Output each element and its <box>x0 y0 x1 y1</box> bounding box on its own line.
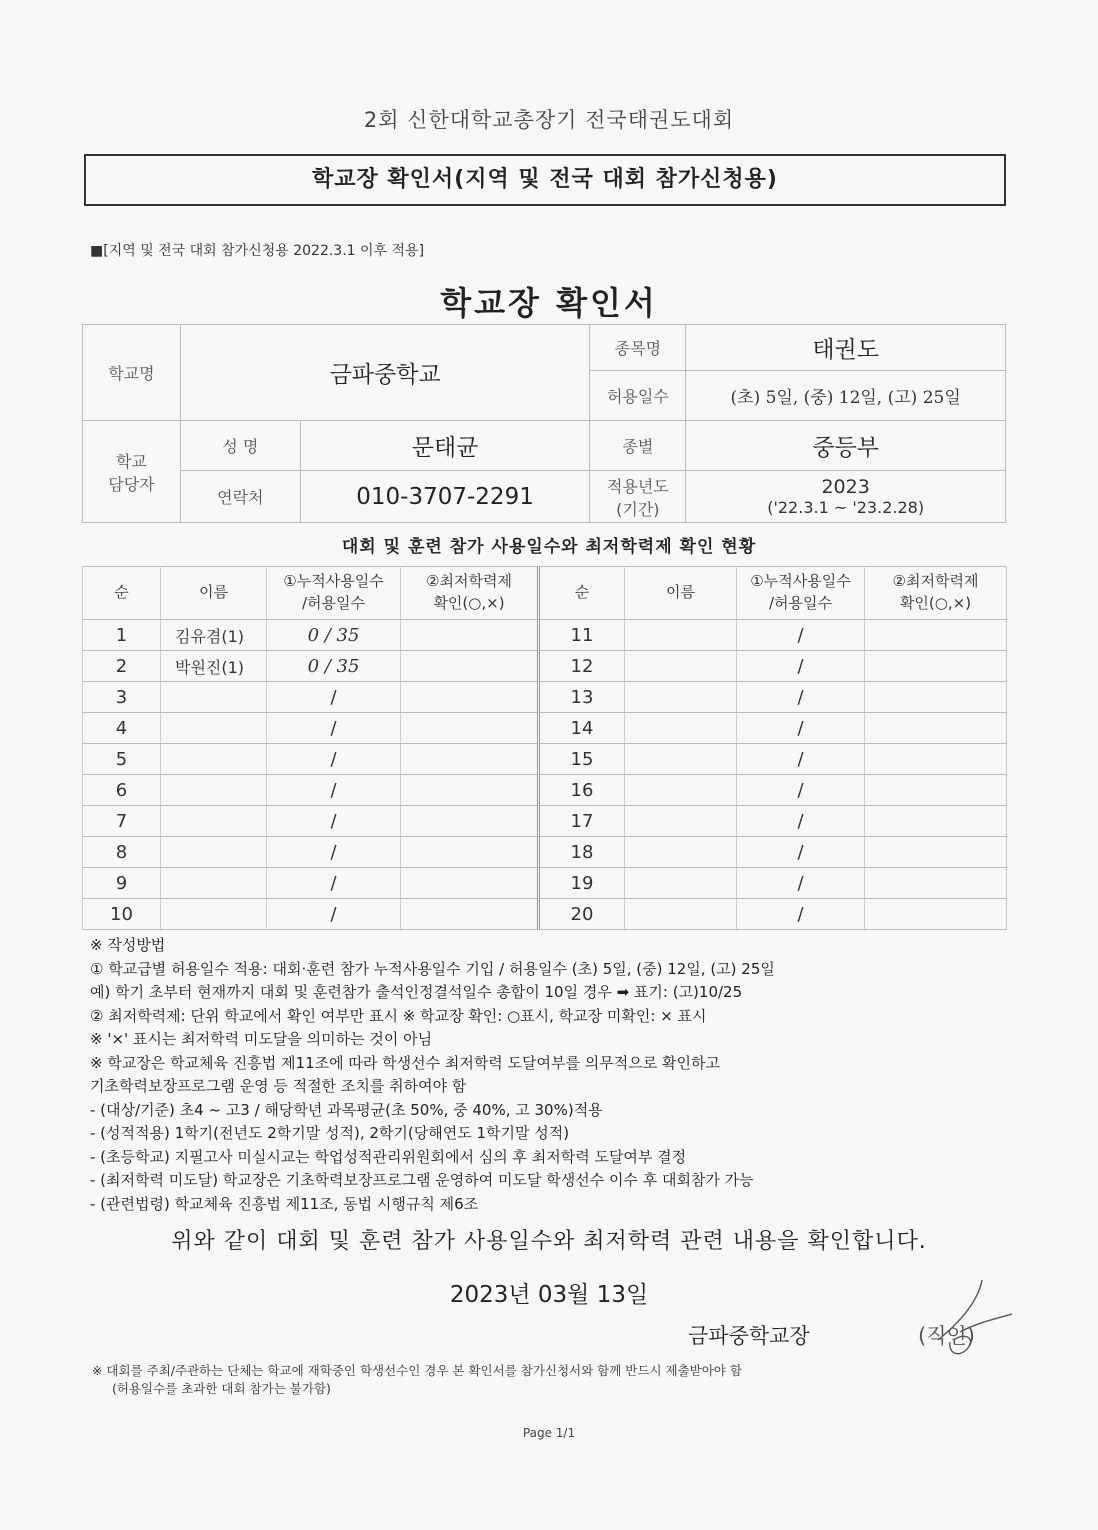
used-days: / <box>267 682 401 713</box>
used-days: / <box>267 713 401 744</box>
school-staff-label-line2: 담당자 <box>108 474 155 494</box>
school-staff-label-line1: 학교 <box>115 451 147 471</box>
row-number: 7 <box>83 806 161 837</box>
student-name <box>625 713 737 744</box>
row-number: 20 <box>539 899 625 930</box>
table-row <box>83 775 1007 806</box>
used-days: 0 / 35 <box>267 620 401 651</box>
document-title: 학교장 확인서 <box>440 284 658 322</box>
instruction-line: - (초등학교) 지필고사 미실시교는 학업성적관리위원회에서 심의 후 최저학력 도달여부 결정 <box>90 1147 687 1166</box>
year-label <box>590 471 686 523</box>
instruction-line: 예) 학기 초부터 현재까지 대회 및 훈련참가 출석인정결석일수 총합이 10일 경우 ➡ 표기: (고)10/25 <box>90 983 743 1001</box>
student-name <box>161 744 267 775</box>
student-name <box>625 775 737 806</box>
used-days: / <box>737 713 865 744</box>
table-row <box>83 682 1007 713</box>
student-name <box>625 620 737 651</box>
used-days: / <box>737 620 865 651</box>
event-name: 2회 신한대학교총장기 전국태권도대회 <box>363 108 735 132</box>
col-name-left: 이름 <box>161 567 267 620</box>
confirmation-sentence: 위와 같이 대회 및 훈련 참가 사용일수와 최저학력 관련 내용을 확인합니다. <box>171 1229 927 1254</box>
student-name <box>161 899 267 930</box>
used-days: / <box>737 868 865 899</box>
row-number: 9 <box>83 868 161 899</box>
instruction-line: - (관련법령) 학교체육 진흥법 제11조, 동법 시행규칙 제6조 <box>90 1194 479 1213</box>
student-name <box>625 806 737 837</box>
col-check-left <box>401 567 539 620</box>
min-academic-check <box>865 806 1007 837</box>
instructions <box>90 934 1010 1216</box>
table-row <box>83 837 1007 868</box>
table-row <box>83 620 1007 651</box>
division-value: 중등부 <box>686 421 1006 471</box>
instruction-line: 기초학력보장프로그램 운영 등 적절한 조치를 취하여야 함 <box>90 1077 467 1095</box>
min-academic-check <box>865 713 1007 744</box>
used-days: / <box>737 651 865 682</box>
student-name <box>161 806 267 837</box>
student-name <box>625 682 737 713</box>
min-academic-check <box>865 744 1007 775</box>
min-academic-check <box>401 775 539 806</box>
school-info-table <box>82 324 1006 523</box>
used-days: 0 / 35 <box>267 651 401 682</box>
year-value-cell <box>686 471 1006 523</box>
student-name <box>625 744 737 775</box>
footer-note <box>92 1362 1012 1398</box>
school-name-value: 금파중학교 <box>180 325 590 421</box>
year-label-line1: 적용년도 <box>606 476 669 496</box>
table-row <box>83 868 1007 899</box>
used-days: / <box>267 806 401 837</box>
year-label-line2: (기간) <box>616 499 660 519</box>
row-number: 15 <box>539 744 625 775</box>
col-days-left <box>267 567 401 620</box>
row-number: 8 <box>83 837 161 868</box>
col-check-left-line1: ②최저학력제 <box>426 572 512 591</box>
sport-value: 태권도 <box>686 325 1006 371</box>
used-days: / <box>737 899 865 930</box>
row-number: 18 <box>539 837 625 868</box>
col-no-left: 순 <box>83 567 161 620</box>
allowed-days-value: (초) 5일, (중) 12일, (고) 25일 <box>686 371 1006 421</box>
col-days-right-line2: /허용일수 <box>768 594 832 612</box>
min-academic-check <box>401 620 539 651</box>
student-name <box>625 651 737 682</box>
table-row <box>83 899 1007 930</box>
school-name-label: 학교명 <box>83 325 181 421</box>
col-check-right-line2: 확인(○,×) <box>899 594 972 612</box>
student-name <box>161 775 267 806</box>
min-academic-check <box>401 744 539 775</box>
student-name <box>625 837 737 868</box>
row-number: 17 <box>539 806 625 837</box>
allowed-days-label: 허용일수 <box>590 371 686 421</box>
table-row <box>83 806 1007 837</box>
row-number: 3 <box>83 682 161 713</box>
apply-note: ■[지역 및 전국 대회 참가신청용 2022.3.1 이후 적용] <box>90 243 425 259</box>
instruction-line: ① 학교급별 허용일수 적용: 대회·훈련 참가 누적사용일수 기입 / 허용일수 (초) 5일, (중) 12일, (고) 25일 <box>90 959 775 978</box>
sport-label: 종목명 <box>590 325 686 371</box>
min-academic-check <box>401 806 539 837</box>
min-academic-check <box>865 620 1007 651</box>
student-name <box>625 868 737 899</box>
principal-title: 금파중학교장 <box>688 1324 810 1348</box>
row-number: 6 <box>83 775 161 806</box>
student-name <box>625 899 737 930</box>
row-number: 10 <box>83 899 161 930</box>
instruction-line: ② 최저학력제: 단위 학교에서 확인 여부만 표시 ※ 학교장 확인: ○표시, 학교장 미확인: × 표시 <box>90 1006 707 1025</box>
used-days: / <box>737 775 865 806</box>
row-number: 13 <box>539 682 625 713</box>
page-number: Page 1/1 <box>522 1426 576 1440</box>
col-check-left-line2: 확인(○,×) <box>433 594 505 612</box>
col-name-right: 이름 <box>625 567 737 620</box>
col-days-right-line1: ①누적사용일수 <box>750 572 851 591</box>
roster-header-row <box>83 567 1007 620</box>
table-row <box>83 744 1007 775</box>
instruction-line: ※ 학교장은 학교체육 진흥법 제11조에 따라 학생선수 최저학력 도달여부를 의무적으로 확인하고 <box>90 1053 720 1072</box>
min-academic-check <box>401 868 539 899</box>
student-name: 김유겸(1) <box>161 620 267 651</box>
document-date: 2023년 03월 13일 <box>449 1282 649 1308</box>
instruction-line: - (성적적용) 1학기(전년도 2학기말 성적), 2학기(당해연도 1학기말 성적) <box>90 1124 570 1142</box>
row-number: 16 <box>539 775 625 806</box>
period-value: ('22.3.1 ~ '23.2.28) <box>767 498 925 517</box>
footer-note-line1: ※ 대회를 주최/주관하는 단체는 학교에 재학중인 학생선수인 경우 본 확인서를 참가신청서와 함께 반드시 제출받아야 함 <box>92 1363 742 1378</box>
col-check-right-line1: ②최저학력제 <box>892 572 979 591</box>
seal-label: (직인) <box>918 1324 975 1348</box>
footer-note-line2: (허용일수를 초과한 대회 참가는 불가함) <box>112 1381 331 1396</box>
school-staff-label <box>83 421 181 523</box>
min-academic-check <box>401 899 539 930</box>
used-days: / <box>267 868 401 899</box>
row-number: 5 <box>83 744 161 775</box>
instruction-line: ※ 작성방법 <box>90 936 166 954</box>
col-days-right <box>737 567 865 620</box>
form-title-box: 학교장 확인서(지역 및 전국 대회 참가신청용) <box>84 154 1006 206</box>
min-academic-check <box>865 837 1007 868</box>
min-academic-check <box>865 651 1007 682</box>
table-row <box>83 713 1007 744</box>
used-days: / <box>737 837 865 868</box>
year-value: 2023 <box>821 476 870 498</box>
instruction-line: - (대상/기준) 초4 ~ 고3 / 해당학년 과목평균(초 50%, 중 40%, 고 30%)적용 <box>90 1100 603 1119</box>
staff-name-label: 성 명 <box>180 421 300 471</box>
used-days: / <box>267 775 401 806</box>
used-days: / <box>267 899 401 930</box>
student-name <box>161 868 267 899</box>
student-name: 박원진(1) <box>161 651 267 682</box>
instruction-line: ※ '×' 표시는 최저학력 미도달을 의미하는 것이 아님 <box>90 1030 433 1048</box>
row-number: 11 <box>539 620 625 651</box>
roster-table <box>82 566 1007 930</box>
staff-name-value: 문태균 <box>300 421 590 471</box>
used-days: / <box>737 744 865 775</box>
min-academic-check <box>401 713 539 744</box>
table-row <box>83 651 1007 682</box>
used-days: / <box>267 837 401 868</box>
row-number: 12 <box>539 651 625 682</box>
row-number: 1 <box>83 620 161 651</box>
col-check-right <box>865 567 1007 620</box>
used-days: / <box>737 806 865 837</box>
student-name <box>161 837 267 868</box>
min-academic-check <box>865 682 1007 713</box>
min-academic-check <box>401 682 539 713</box>
col-days-left-line1: ①누적사용일수 <box>283 572 384 591</box>
row-number: 14 <box>539 713 625 744</box>
min-academic-check <box>401 837 539 868</box>
contact-value: 010-3707-2291 <box>300 471 590 523</box>
min-academic-check <box>865 899 1007 930</box>
status-title: 대회 및 훈련 참가 사용일수와 최저학력제 확인 현황 <box>341 537 757 557</box>
min-academic-check <box>865 775 1007 806</box>
student-name <box>161 713 267 744</box>
row-number: 2 <box>83 651 161 682</box>
col-days-left-line2: /허용일수 <box>301 594 365 612</box>
used-days: / <box>267 744 401 775</box>
min-academic-check <box>865 868 1007 899</box>
instruction-line: - (최저학력 미도달) 학교장은 기초학력보장프로그램 운영하여 미도달 학생선수 이수 후 대회참가 가능 <box>90 1171 754 1189</box>
row-number: 4 <box>83 713 161 744</box>
row-number: 19 <box>539 868 625 899</box>
division-label: 종별 <box>590 421 686 471</box>
student-name <box>161 682 267 713</box>
min-academic-check <box>401 651 539 682</box>
used-days: / <box>737 682 865 713</box>
col-no-right: 순 <box>539 567 625 620</box>
contact-label: 연락처 <box>180 471 300 523</box>
